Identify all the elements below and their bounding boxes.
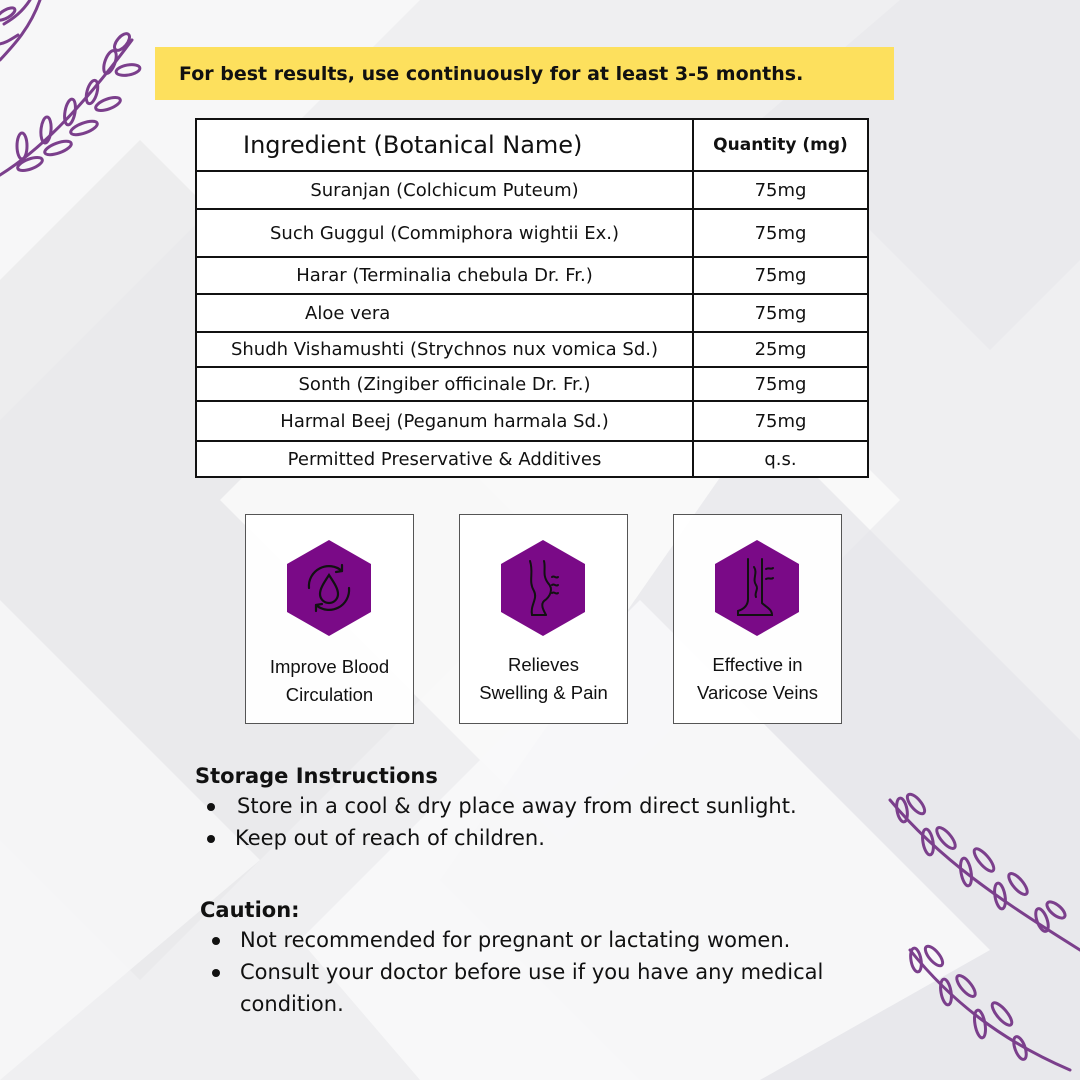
- table-row: [196, 367, 868, 401]
- list-item: Store in a cool & dry place away from direct sunlight.: [195, 790, 895, 822]
- table-row: [196, 257, 868, 294]
- benefit-card-blood-circulation: [245, 514, 414, 724]
- ingredient-quantity: q.s.: [693, 441, 868, 477]
- table-row: [196, 401, 868, 441]
- caution-section: [200, 898, 890, 1020]
- ingredient-table: [195, 118, 869, 478]
- ingredient-name: Harar (Terminalia chebula Dr. Fr.): [196, 257, 693, 294]
- storage-title: Storage Instructions: [195, 764, 438, 788]
- ingredient-quantity: 75mg: [693, 171, 868, 209]
- benefit-label: Relieves Swelling & Pain: [479, 654, 608, 703]
- ingredient-quantity: 75mg: [693, 401, 868, 441]
- list-item: Not recommended for pregnant or lactating women.: [200, 924, 890, 956]
- caution-title: Caution:: [200, 898, 300, 922]
- table-row: [196, 332, 868, 367]
- ingredient-name: Such Guggul (Commiphora wightii Ex.): [196, 209, 693, 257]
- lavender-sprig-top-left-icon: [0, 0, 150, 185]
- ingredient-quantity: 75mg: [693, 367, 868, 401]
- benefit-card-varicose-veins: [673, 514, 842, 724]
- leg-veins-icon: [714, 539, 800, 637]
- quantity-column-header: Quantity (mg): [693, 119, 868, 171]
- usage-banner: [155, 47, 894, 100]
- benefit-label: Improve Blood Circulation: [269, 656, 390, 705]
- table-row: [196, 294, 868, 332]
- table-row: [196, 171, 868, 209]
- blood-drop-circulation-icon: [286, 539, 372, 637]
- ingredient-quantity: 25mg: [693, 332, 868, 367]
- lavender-sprig-bottom-right-icon: [880, 780, 1080, 1080]
- ingredient-name: Aloe vera: [196, 294, 693, 332]
- benefit-card-swelling-pain: [459, 514, 628, 724]
- ingredient-name: Harmal Beej (Peganum harmala Sd.): [196, 401, 693, 441]
- ingredient-quantity: 75mg: [693, 257, 868, 294]
- list-item: Keep out of reach of children.: [195, 822, 895, 854]
- ingredient-name: Permitted Preservative & Additives: [196, 441, 693, 477]
- ingredient-name: Shudh Vishamushti (Strychnos nux vomica Sd.): [196, 332, 693, 367]
- ingredient-quantity: 75mg: [693, 209, 868, 257]
- storage-section: [195, 764, 895, 854]
- table-row: [196, 209, 868, 257]
- usage-banner-text: For best results, use continuously for at least 3-5 months.: [179, 62, 804, 85]
- table-row: [196, 441, 868, 477]
- ingredient-table-header: [196, 119, 868, 171]
- benefit-label: Effective in Varicose Veins: [697, 654, 818, 703]
- storage-list: [195, 790, 895, 854]
- swollen-joint-icon: [500, 539, 586, 637]
- ingredient-name: Suranjan (Colchicum Puteum): [196, 171, 693, 209]
- caution-list: [200, 924, 890, 1020]
- list-item: Consult your doctor before use if you have any medical condition.: [200, 956, 890, 1020]
- ingredient-column-header: Ingredient (Botanical Name): [196, 119, 693, 171]
- ingredient-quantity: 75mg: [693, 294, 868, 332]
- ingredient-name: Sonth (Zingiber officinale Dr. Fr.): [196, 367, 693, 401]
